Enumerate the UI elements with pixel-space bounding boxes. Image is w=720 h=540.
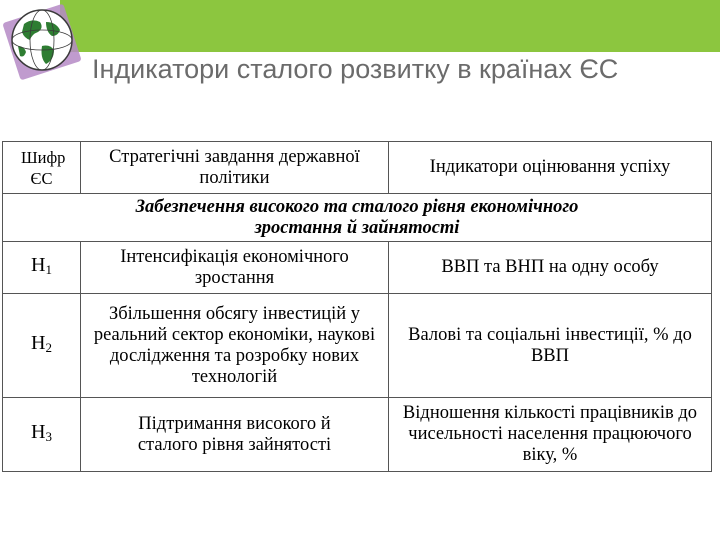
task-cell: Збільшення обсягу інвестицій у реальний сектор економіки, наукові дослідження та розробку нових технологій xyxy=(81,294,389,398)
header-bar xyxy=(60,0,720,52)
globe-logo-icon xyxy=(2,2,82,82)
code-letter: Н xyxy=(31,254,46,276)
code-number: 3 xyxy=(45,429,52,444)
task-cell: Інтенсифікація економічного зростання xyxy=(81,242,389,294)
indicator-cell: Валові та соціальні інвестиції, % до ВВП xyxy=(389,294,712,398)
row-code-cell xyxy=(3,294,81,398)
section-row xyxy=(3,194,712,242)
code-number: 2 xyxy=(45,340,52,355)
header-row xyxy=(3,142,712,194)
indicator-cell: ВВП та ВНП на одну особу xyxy=(389,242,712,294)
table-row xyxy=(3,398,712,472)
indicator-cell: Відношення кількості працівників до чисельності населення працюючого віку, % xyxy=(389,398,712,472)
code-number: 1 xyxy=(45,262,52,277)
slide-title: Індикатори сталого розвитку в країнах ЄС xyxy=(92,54,619,84)
code-letter: Н xyxy=(31,421,46,443)
row-code-cell xyxy=(3,242,81,294)
indicators-table xyxy=(2,141,712,472)
header-code-cell: Шифр ЄС xyxy=(3,142,81,194)
row-code-cell xyxy=(3,398,81,472)
task-cell: Підтримання високого й сталого рівня зайнятості xyxy=(81,398,389,472)
table-row xyxy=(3,242,712,294)
header-indicator-cell: Індикатори оцінювання успіху xyxy=(389,142,712,194)
section-heading: Забезпечення високого та сталого рівня економічного зростання й зайнятості xyxy=(3,194,712,242)
code-letter: Н xyxy=(31,332,46,354)
header-task-cell: Стратегічні завдання державної політики xyxy=(81,142,389,194)
table-row xyxy=(3,294,712,398)
